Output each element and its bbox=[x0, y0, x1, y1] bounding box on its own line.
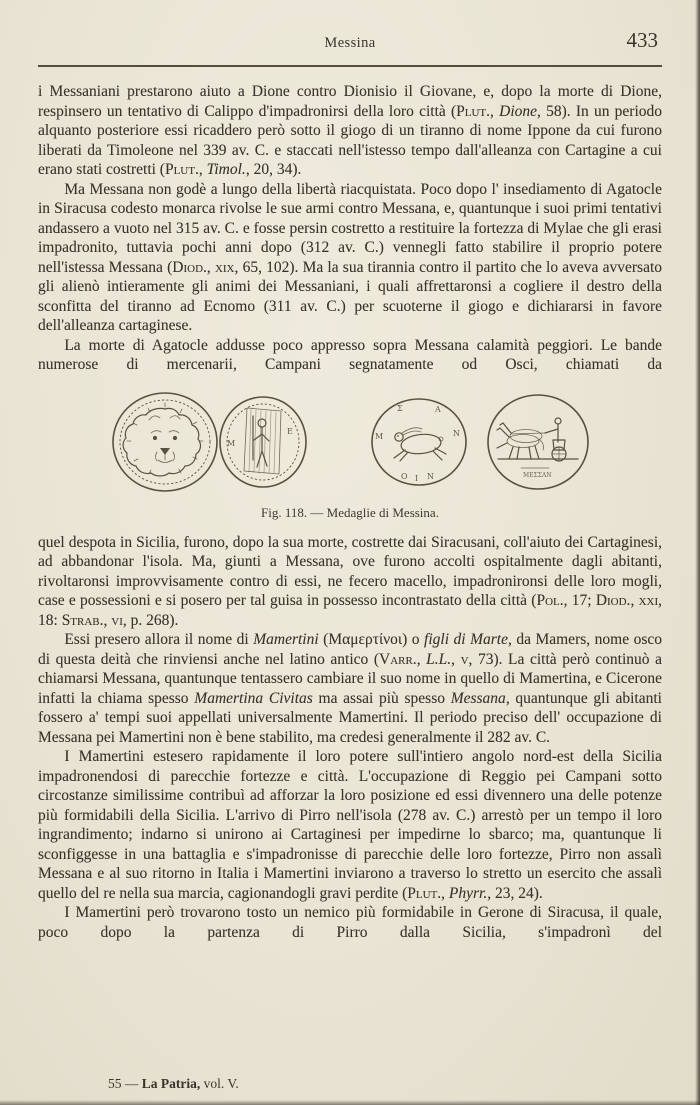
page-number: 433 bbox=[626, 28, 658, 52]
paragraph: quel despota in Sicilia, furono, dopo la sua morte, costrette dai Siracusani, coll'aiuto dei Cartaginesi, ad abbandonar l'isola. Ma, giunti a Messana, ove furono accolti ospitalmente dagli abitanti, rivoltaronsi improvvisamente contro di essi, ne fecero macello, impadronironsi delle loro mogli, case e possessioni e si posero per tal guisa in possesso incontrastato della città (Pol., 17; Diod., xxi, 18: Strab., vi, p. 268). bbox=[38, 533, 662, 629]
body-text-upper bbox=[38, 82, 662, 375]
svg-text:Α: Α bbox=[435, 404, 441, 414]
footer-suffix: vol. V. bbox=[200, 1076, 239, 1091]
footer-signature bbox=[108, 1076, 239, 1092]
lion-coin-image bbox=[109, 389, 221, 495]
paragraph: I Mamertini estesero rapidamente il loro potere sull'intiero angolo nord-est della Sicilia impadronendosi di parecchie fortezze e città. L'occupazione di Reggio pei Campani sotto circostanze similissime contribuì ad afforzar la loro posizione ed essi divennero una delle potenze più formidabili della Sicilia. L'arrivo di Pirro nell'isola (278 av. C.) arrestò per un tempo il loro ingrandimento; indarno si unirono ai Cartaginesi per impedirne lo sbarco; ma, quantunque li sconfiggesse in una battaglia e s'impadronisse di parecchie delle loro fortezze, Pirro non assalì Messana e al suo ritorno in Italia i Mamertini inviarono a traverso lo stretto un esercito che assalì quello del re nella sua marcia, cagionandogli gravi perdite (Plut., Phyrr., 23, 24). bbox=[38, 748, 662, 902]
svg-text:Σ: Σ bbox=[397, 403, 403, 413]
svg-text:Ν: Ν bbox=[427, 471, 434, 481]
coin-pair-right bbox=[369, 392, 591, 492]
page-header bbox=[38, 28, 662, 60]
paragraph: La morte di Agatocle addusse poco appresso sopra Messana calamità peggiori. Le bande numerose di mercenarii, Campani segnatamente od Osci, chiamati da bbox=[38, 336, 662, 373]
svg-text:Ε: Ε bbox=[287, 426, 293, 436]
svg-text:Ο: Ο bbox=[401, 471, 408, 481]
footer-series-title: La Patria, bbox=[141, 1076, 201, 1091]
paragraph: I Mamertini però trovarono tosto un nemico più formidabile in Gerone di Siracusa, il quale, poco dopo la partenza di Pirro dalla Sicilia, s'impadronì del bbox=[38, 904, 662, 941]
page-edge-shadow-right bbox=[695, 0, 700, 1105]
coin-pair-left bbox=[109, 389, 309, 495]
body-text-lower bbox=[38, 533, 662, 943]
footer-prefix: 55 — bbox=[108, 1076, 142, 1091]
figure-caption-text: Fig. 118. — Medaglie di Messina. bbox=[261, 504, 439, 520]
header-rule bbox=[38, 65, 662, 67]
figure-medals bbox=[38, 389, 662, 521]
svg-text:M: M bbox=[227, 438, 236, 448]
page-edge-shadow-bottom bbox=[0, 1100, 700, 1105]
standing-figure-coin-image bbox=[217, 394, 309, 490]
svg-text:Ν: Ν bbox=[453, 428, 460, 438]
svg-text:Μ: Μ bbox=[375, 431, 384, 441]
paragraph: Ma Messana non godè a lungo della libertà riacquistata. Poco dopo l' insediamento di Agatocle in Siracusa codesto monarca rivolse le sue armi contro Messana, e, quantunque i suoi primi tentativi andassero a vuoto nel 315 av. C. e fosse persin costretto a restituire la fortezza di Mylae che gli erasi impadronito, tuttavia pochi anni dopo (312 av. C.) vennegli fatto stabilire il proprio potere nell'istessa Messana (Diod., xix, 65, 102). Ma la sua tirannia contro il partito che lo aveva avversato gli alienò intieramente gli animi dei Messaniani, i quali affrettaronsi a cogliere il destro della sconfitta del tiranno ad Ecnomo (311 av. C.) per scuoterne il giogo e dichiararsi in favore dell'alleanza cartaginese. bbox=[38, 180, 663, 334]
paragraph: i Messaniani prestarono aiuto a Dione contro Dionisio il Giovane, e, dopo la morte di Dione, respinsero un tentativo di Calippo d'impadronirsi della loro città (Plut., Dione, 58). In un periodo alquanto posteriore essi ricaddero però sotto il giogo di un tiranno di nome Ippone da cui furono liberati da Timoleone nel 339 av. C. e staccati nell'istesso tempo dall'alleanza con Cartagine a cui erano stati costretti (Plut., Timol., 20, 34). bbox=[38, 83, 663, 178]
svg-text:ΜΕΣΣΑΝ: ΜΕΣΣΑΝ bbox=[523, 471, 552, 479]
biga-coin-image bbox=[485, 392, 591, 492]
running-title: Messina bbox=[324, 35, 376, 51]
hare-coin-image bbox=[369, 396, 469, 488]
figure-caption bbox=[38, 505, 662, 521]
coin-row bbox=[38, 389, 662, 495]
paragraph: Essi presero allora il nome di Mamertini (Μαμερτίνοι) o figli di Marte, da Mamers, nome osco di questa deità che rinviensi anche nel latino antico (Varr., L.L., v, 73). La città però continuò a chiamarsi Messana, quantunque tentassero cambiare il suo nome in quello di Mamertina, e Cicerone infatti la chiama spesso Mamertina Civitas ma assai più spesso Messana, quantunque gli abitanti fossero a' tempi suoi appellati universalmente Mamertini. Il periodo preciso dell' occupazione di Messana pei Mamertini non è bene stabilito, ma credesi generalmente il 282 av. C. bbox=[38, 631, 662, 746]
svg-text:Ι: Ι bbox=[415, 473, 419, 483]
